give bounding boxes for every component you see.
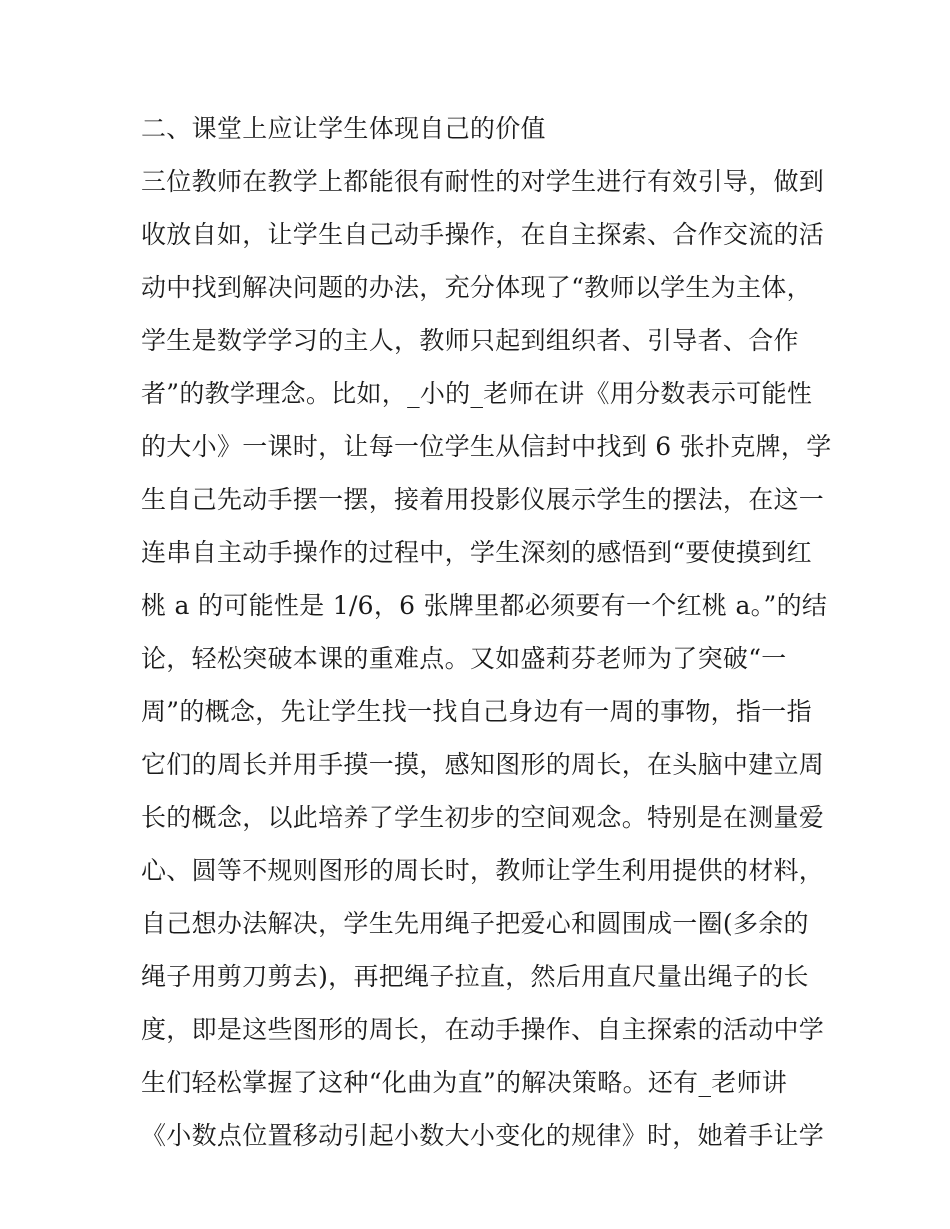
paragraph-line: 收放自如，让学生自己动手操作，在自主探索、合作交流的活 — [141, 220, 825, 249]
paragraph-line: 连串自主动手操作的过程中，学生深刻的感悟到“要使摸到红 — [141, 538, 812, 567]
paragraph-line: 自己想办法解决，学生先用绳子把爱心和圆围成一圈(多余的 — [141, 909, 809, 938]
paragraph-line: 生们轻松掌握了这种“化曲为直”的解决策略。还有_老师讲 — [141, 1068, 788, 1097]
paragraph-line: 者”的教学理念。比如，_小的_老师在讲《用分数表示可能性 — [141, 379, 813, 408]
paragraph-line: 度，即是这些图形的周长，在动手操作、自主探索的活动中学 — [141, 1015, 825, 1044]
paragraph-line: 学生是数学学习的主人，教师只起到组织者、引导者、合作 — [141, 326, 799, 355]
section-heading: 二、课堂上应让学生体现自己的价值 — [141, 114, 546, 143]
paragraph-line: 动中找到解决问题的办法，充分体现了“教师以学生为主体， — [141, 273, 812, 302]
paragraph-line: 心、圆等不规则图形的周长时，教师让学生利用提供的材料， — [141, 856, 825, 885]
paragraph-line: 它们的周长并用手摸一摸，感知图形的周长，在头脑中建立周 — [141, 750, 825, 779]
paragraph-line: 桃 a 的可能性是 1/6，6 张牌里都必须要有一个红桃 a。”的结 — [141, 591, 828, 620]
paragraph-line: 论，轻松突破本课的重难点。又如盛莉芬老师为了突破“一 — [141, 644, 787, 673]
paragraph-line: 周”的概念，先让学生找一找自己身边有一周的事物，指一指 — [141, 697, 812, 726]
paragraph-line: 绳子用剪刀剪去)，再把绳子拉直，然后用直尺量出绳子的长 — [141, 962, 809, 991]
paragraph-line: 生自己先动手摆一摆，接着用投影仪展示学生的摆法，在这一 — [141, 485, 825, 514]
paragraph-line: 长的概念，以此培养了学生初步的空间观念。特别是在测量爱 — [141, 803, 825, 832]
paragraph-line: 三位教师在教学上都能很有耐性的对学生进行有效引导，做到 — [141, 167, 825, 196]
paragraph-line: 《小数点位置移动引起小数大小变化的规律》时，她着手让学 — [141, 1121, 825, 1150]
paragraph-line: 的大小》一课时，让每一位学生从信封中找到 6 张扑克牌，学 — [141, 432, 832, 461]
